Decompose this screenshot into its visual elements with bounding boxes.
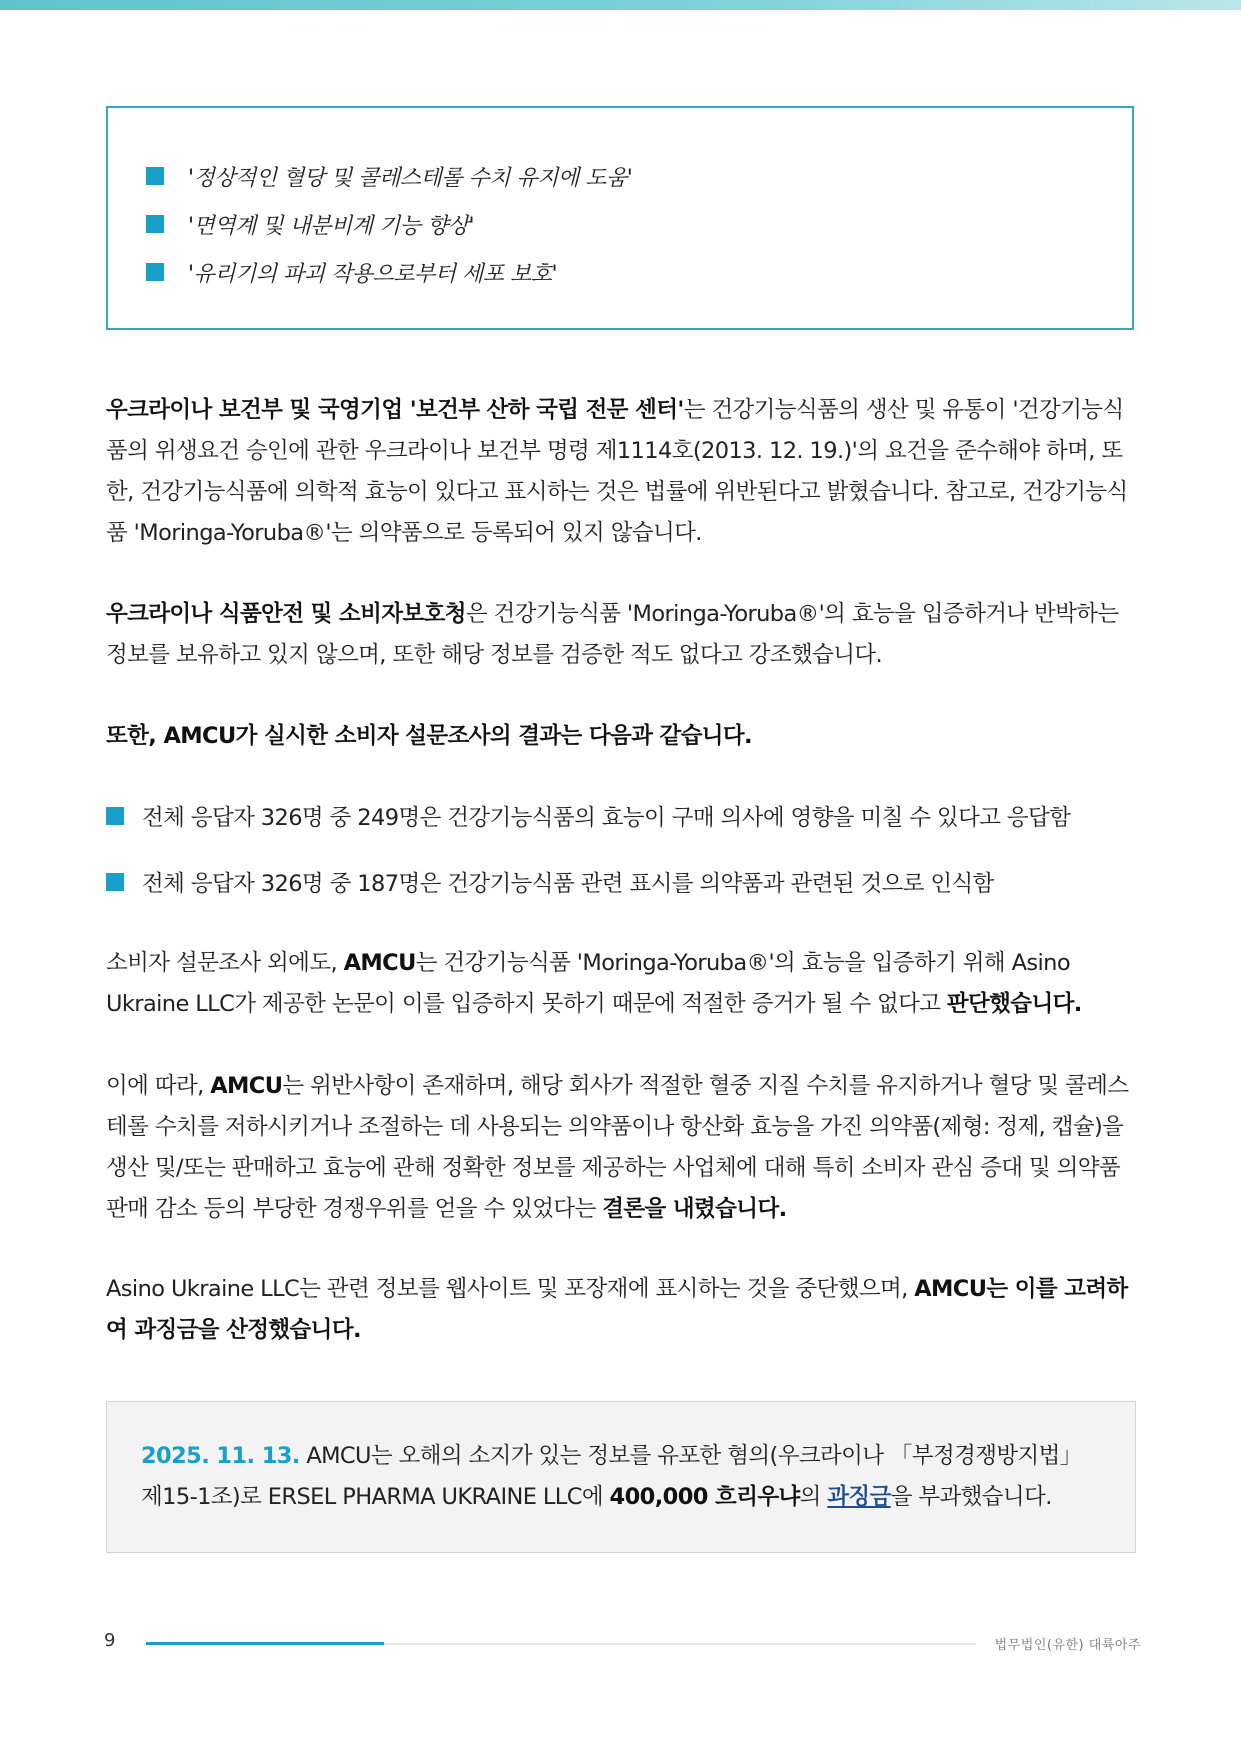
callout-item [146, 152, 1132, 200]
footer-firm-name: 법무법인(유한) 대륙아주 [994, 1638, 1141, 1653]
body-text: 는 위반사항이 존재하며, 해당 회사가 적절한 혈중 지질 수치를 유지하거나 혈당 및 콜레스테롤 수치를 저하시키거나 조절하는 데 사용되는 의약품이나 항산화 효능을 가진 의약품(제형: 정제, 캡슐)을 생산 및/또는 판매하고 효능에 관해 정확한 정보를 제공하는 사업체에 대해 특히 소비자 관심 증대 및 의약품 판매 감소 등의 부당한 경쟁우위를 얻을 수 있었다는 [106, 1073, 1129, 1222]
callout-item [146, 248, 1132, 296]
fine-term-link[interactable]: 과징금 [827, 1484, 891, 1510]
fine-notice-box [106, 1401, 1136, 1553]
list-item-text: 전체 응답자 326명 중 187명은 건강기능식품 관련 표시를 의약품과 관련된 것으로 인식함 [142, 871, 994, 897]
bold-text: 우크라이나 보건부 및 국영기업 '보건부 산하 국립 전문 센터' [106, 397, 684, 423]
claims-callout-box [106, 106, 1134, 330]
notice-text: 을 부과했습니다. [890, 1484, 1052, 1510]
body-text: 소비자 설문조사 외에도, [106, 950, 344, 976]
callout-item-text: '유리기의 파괴 작용으로부터 세포 보호' [188, 261, 558, 287]
fine-amount: 400,000 흐리우냐 [609, 1484, 800, 1510]
body-text: 은 건강기능식품 'Moringa-Yoruba®'의 효능을 입증하거나 반박하는 정보를 보유하고 있지 않으며, 또한 해당 정보를 검증한 적도 없다고 강조했습니다. [106, 601, 1119, 668]
body-text: Asino Ukraine LLC는 관련 정보를 웹사이트 및 포장재에 표시하는 것을 중단했으며, [106, 1276, 915, 1302]
body-text: 는 건강기능식품 'Moringa-Yoruba®'의 효능을 입증하기 위해 Asino Ukraine LLC가 제공한 논문이 이를 입증하지 못하기 때문에 적절한 증거가 될 수 없다고 [106, 950, 1070, 1017]
body-text: 는 건강기능식품의 생산 및 유통이 '건강기능식품의 위생요건 승인에 관한 우크라이나 보건부 명령 제1114호(2013. 12. 19.)'의 요건을 준수해야 하며, 또한, 건강기능식품에 의학적 효능이 있다고 표시하는 것은 법률에 위반된다고 밝혔습니다. 참고로, 건강기능식품 'Moringa-Yoruba®'는 의약품으로 등록되어 있지 않습니다. [106, 397, 1128, 546]
square-bullet-icon [146, 167, 164, 185]
paragraph-food-safety-agency [106, 594, 1136, 676]
notice-text: AMCU는 오해의 소지가 있는 정보를 유포한 혐의(우크라이나 「부정경쟁방지법」 제15-1조)로 ERSEL PHARMA UKRAINE LLC에 [141, 1443, 1082, 1510]
notice-date: 2025. 11. 13. [141, 1443, 300, 1469]
square-bullet-icon [146, 263, 164, 281]
list-item-text: 전체 응답자 326명 중 249명은 건강기능식품의 효능이 구매 의사에 영향을 미칠 수 있다고 응답함 [142, 805, 1071, 831]
bold-text: AMCU [210, 1073, 283, 1099]
square-bullet-icon [106, 807, 124, 825]
bold-text: AMCU [343, 950, 416, 976]
bold-text: AMCU는 이를 고려하여 과징금을 산정했습니다. [106, 1276, 1128, 1343]
bold-text: 또한, AMCU가 실시한 소비자 설문조사의 결과는 다음과 같습니다. [106, 723, 752, 749]
callout-item [146, 200, 1132, 248]
paragraph-evidence-judgment [106, 943, 1136, 1025]
footer-divider-accent [146, 1642, 384, 1645]
paragraph-ministry-of-health [106, 390, 1136, 554]
page-number: 9 [104, 1630, 116, 1651]
bold-text: 결론을 내렸습니다. [602, 1196, 787, 1222]
bold-text: 우크라이나 식품안전 및 소비자보호청 [106, 601, 466, 627]
square-bullet-icon [106, 873, 124, 891]
bold-text: 판단했습니다. [946, 991, 1082, 1017]
notice-text: 의 [799, 1484, 828, 1510]
callout-item-text: '정상적인 혈당 및 콜레스테롤 수치 유지에 도움' [188, 165, 633, 191]
list-item [106, 849, 1136, 915]
callout-item-text: '면역계 및 내분비계 기능 향상' [188, 213, 475, 239]
survey-results-list [106, 783, 1136, 915]
body-text: 이에 따라, [106, 1073, 211, 1099]
paragraph-conclusion [106, 1066, 1136, 1230]
top-accent-bar [0, 0, 1241, 10]
paragraph-survey-intro [106, 716, 1136, 757]
paragraph-fine-calculation [106, 1269, 1136, 1351]
list-item [106, 783, 1136, 849]
square-bullet-icon [146, 215, 164, 233]
